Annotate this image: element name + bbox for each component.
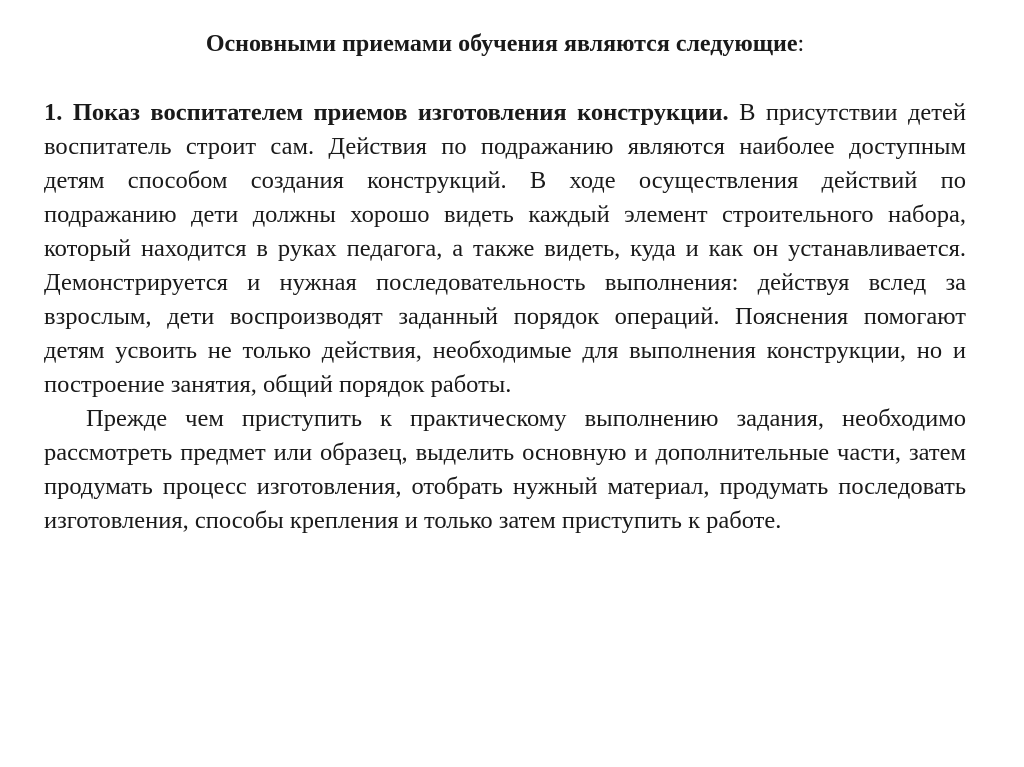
slide-title-text: Основными приемами обучения являются следующие: [205, 31, 798, 57]
slide-title: [44, 26, 966, 62]
paragraph-preparation: Прежде чем приступить к практическому выполнению задания, необходимо рассмотреть предмет или образец, выделить основную и дополнительные части, затем продумать процесс изготовления, отобрать нужный материал, продумать последовать изготовления, способы крепления и только затем приступить к работе.: [44, 405, 966, 534]
paragraph-demonstration: [44, 96, 966, 402]
paragraph-demonstration-body: В присутствии детей воспитатель строит сам. Действия по подражанию являются наиболее доступным детям способом создания конструкций. В ходе осуществления действий по подражанию дети должны хорошо видеть каждый элемент строительного набора, который находится в руках педагога, а также видеть, куда и как он устанавливается. Демонстрируется и нужная последовательность выполнения: действуя вслед за взрослым, дети воспроизводят заданный порядок операций. Пояснения помогают детям усвоить не только действия, необходимые для выполнения конструкции, но и построение занятия, общий порядок работы.: [44, 99, 967, 398]
slide-content: [44, 26, 966, 538]
slide-title-colon: :: [797, 31, 805, 57]
paragraph-demonstration-heading: 1. Показ воспитателем приемов изготовления конструкции.: [44, 99, 729, 126]
